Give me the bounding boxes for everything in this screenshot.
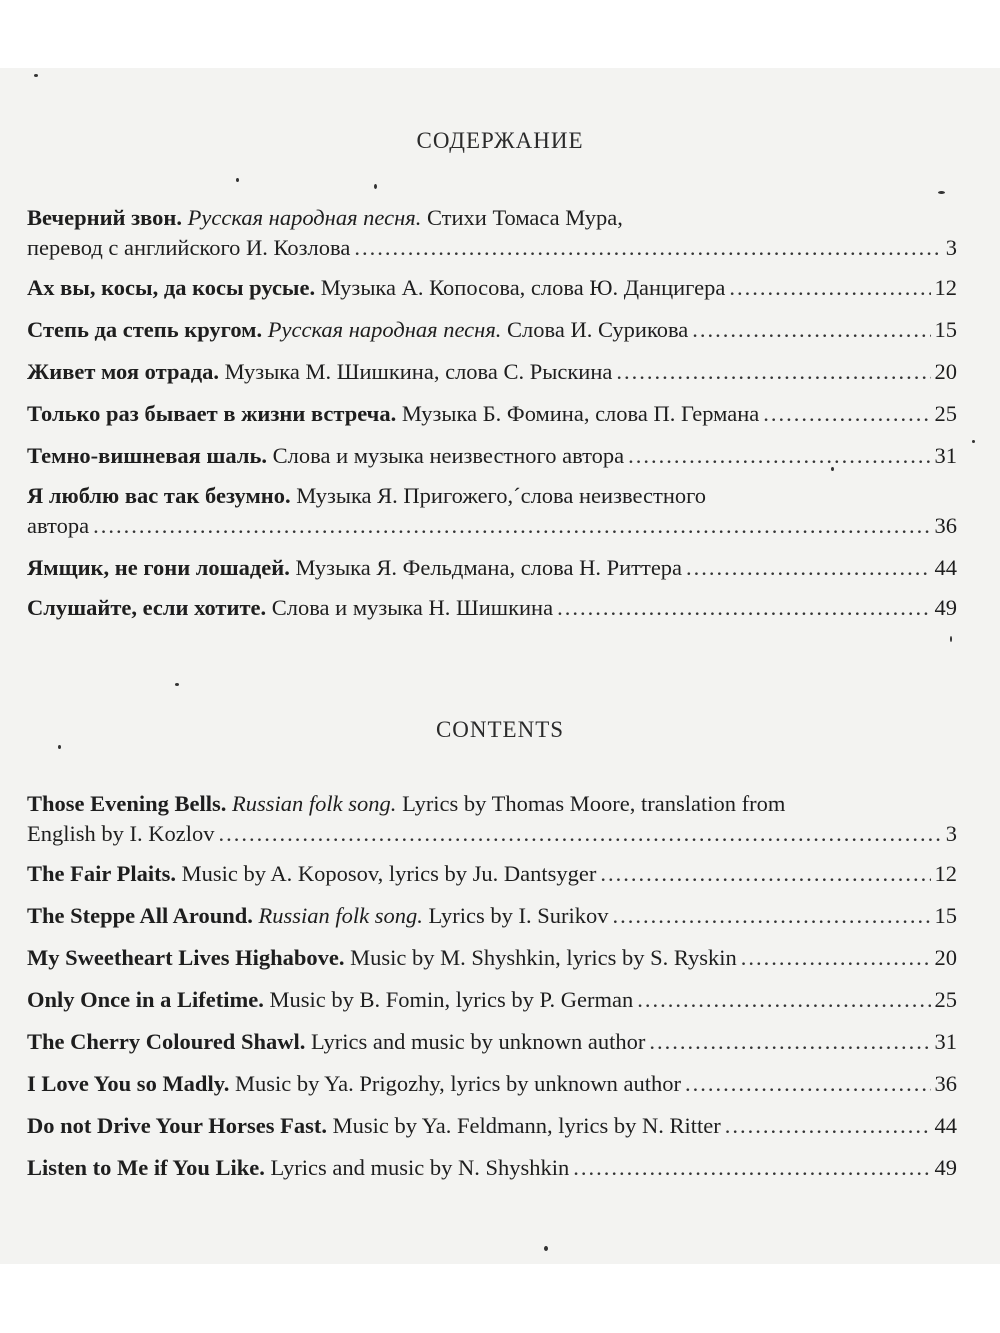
leader-dots bbox=[649, 1027, 930, 1057]
page-number: 15 bbox=[934, 903, 957, 928]
entry-title: The Cherry Coloured Shawl. bbox=[27, 1029, 306, 1054]
page-number: 3 bbox=[945, 235, 957, 260]
toc-entry-first-line bbox=[27, 203, 957, 233]
page-number: 12 bbox=[934, 275, 957, 300]
entry-title: Those Evening Bells. bbox=[27, 791, 227, 816]
entry-title: I Love You so Madly. bbox=[27, 1071, 230, 1096]
leader-dots bbox=[628, 441, 930, 471]
scan-speck bbox=[972, 440, 975, 443]
entry-text: Music by M. Shyshkin, lyrics by S. Ryskin bbox=[350, 945, 737, 970]
leader-dots bbox=[613, 901, 931, 931]
scan-speck bbox=[831, 467, 834, 471]
entry-text: Музыка А. Копосова, слова Ю. Данцигера bbox=[320, 275, 726, 300]
leader-dots bbox=[686, 553, 930, 583]
toc-entry bbox=[27, 943, 957, 973]
entry-text: Музыка Б. Фомина, слова П. Германа bbox=[401, 401, 760, 426]
entry-title: Вечерний звон. bbox=[27, 205, 183, 230]
page-number: 15 bbox=[934, 317, 957, 342]
heading-en: CONTENTS bbox=[435, 717, 565, 742]
entry-title: My Sweetheart Lives Highabove. bbox=[27, 945, 345, 970]
entry-title: Степь да степь кругом. bbox=[27, 317, 263, 342]
page-number: 20 bbox=[934, 359, 957, 384]
page-number: 31 bbox=[934, 1029, 957, 1054]
toc-entry bbox=[27, 481, 957, 511]
toc-entry bbox=[27, 441, 957, 471]
entry-italic: Russian folk song. bbox=[232, 791, 397, 816]
toc-entry-first-line bbox=[27, 789, 957, 819]
entry-text: Слова и музыка неизвестного автора bbox=[272, 443, 625, 468]
leader-dots bbox=[600, 859, 930, 889]
toc-entry bbox=[27, 553, 957, 583]
scan-speck bbox=[374, 184, 377, 189]
toc-entry bbox=[27, 789, 957, 819]
page-number: 49 bbox=[934, 1155, 957, 1180]
page-number: 31 bbox=[934, 443, 957, 468]
toc-entry bbox=[27, 1153, 957, 1183]
page-number: 44 bbox=[934, 555, 957, 580]
page-number: 12 bbox=[934, 861, 957, 886]
toc-entry bbox=[27, 859, 957, 889]
entry-title: Я люблю вас так безумно. bbox=[27, 483, 291, 508]
entry-text: Стихи Томаса Мура, bbox=[426, 205, 623, 230]
leader-dots bbox=[741, 943, 931, 973]
entry-title: Listen to Me if You Like. bbox=[27, 1155, 265, 1180]
leader-dots bbox=[616, 357, 930, 387]
toc-entry bbox=[27, 315, 957, 345]
toc-entry bbox=[27, 1027, 957, 1057]
leader-dots bbox=[218, 819, 941, 849]
scan-speck bbox=[175, 683, 179, 686]
toc-entry bbox=[27, 273, 957, 303]
entry-title: Ах вы, косы, да косы русые. bbox=[27, 275, 316, 300]
entry-text: Music by Ya. Prigozhy, lyrics by unknown author bbox=[234, 1071, 681, 1096]
leader-dots bbox=[763, 399, 930, 429]
entry-title: Темно-вишневая шаль. bbox=[27, 443, 268, 468]
scan-speck bbox=[950, 636, 952, 642]
toc-entry-second-line bbox=[27, 819, 957, 849]
scan-speck bbox=[236, 178, 239, 182]
entry-title: Только раз бывает в жизни встреча. bbox=[27, 401, 397, 426]
entry-text: Music by A. Koposov, lyrics by Ju. Dantsyger bbox=[181, 861, 597, 886]
entry-title: Слушайте, если хотите. bbox=[27, 595, 267, 620]
entry-title: The Fair Plaits. bbox=[27, 861, 176, 886]
page-number: 49 bbox=[934, 595, 957, 620]
entry-italic: Русская народная песня. bbox=[187, 205, 422, 230]
leader-dots bbox=[685, 1069, 931, 1099]
scan-speck bbox=[938, 191, 945, 194]
entry-text: автора bbox=[27, 513, 90, 538]
toc-entry bbox=[27, 399, 957, 429]
entry-text: Слова И. Сурикова bbox=[507, 317, 689, 342]
entry-text: перевод с английского И. Козлова bbox=[27, 235, 351, 260]
toc-entry-first-line bbox=[27, 481, 957, 511]
entry-text: Lyrics by Thomas Moore, translation from bbox=[402, 791, 786, 816]
toc-entry bbox=[27, 901, 957, 931]
leader-dots bbox=[725, 1111, 931, 1141]
leader-dots bbox=[557, 593, 930, 623]
entry-text: Music by Ya. Feldmann, lyrics by N. Ritter bbox=[332, 1113, 721, 1138]
toc-ru bbox=[27, 203, 957, 623]
entry-title: Only Once in a Lifetime. bbox=[27, 987, 264, 1012]
entry-text: English by I. Kozlov bbox=[27, 821, 215, 846]
entry-text: Lyrics and music by unknown author bbox=[310, 1029, 646, 1054]
leader-dots bbox=[729, 273, 930, 303]
page-number: 25 bbox=[934, 987, 957, 1012]
entry-title: Ямщик, не гони лошадей. bbox=[27, 555, 290, 580]
page-number: 25 bbox=[934, 401, 957, 426]
entry-text: Слова и музыка Н. Шишкина bbox=[271, 595, 554, 620]
entry-italic: Russian folk song. bbox=[258, 903, 423, 928]
leader-dots bbox=[573, 1153, 930, 1183]
page-number: 36 bbox=[934, 513, 957, 538]
toc-entry-second-line bbox=[27, 511, 957, 541]
toc-en bbox=[27, 789, 957, 1183]
entry-text: Музыка Я. Пригожего,´слова неизвестного bbox=[296, 483, 707, 508]
toc-entry bbox=[27, 1069, 957, 1099]
entry-title: The Steppe All Around. bbox=[27, 903, 253, 928]
scan-speck bbox=[34, 74, 38, 77]
page-number: 36 bbox=[934, 1071, 957, 1096]
leader-dots bbox=[637, 985, 930, 1015]
entry-text: Музыка М. Шишкина, слова С. Рыскина bbox=[224, 359, 613, 384]
scan-speck bbox=[544, 1246, 548, 1251]
entry-text: Музыка Я. Фельдмана, слова Н. Риттера bbox=[295, 555, 683, 580]
leader-dots bbox=[692, 315, 930, 345]
leader-dots bbox=[354, 233, 941, 263]
toc-entry bbox=[27, 985, 957, 1015]
page-number: 20 bbox=[934, 945, 957, 970]
toc-entry bbox=[27, 593, 957, 623]
scan-speck bbox=[58, 745, 61, 749]
toc-entry bbox=[27, 1111, 957, 1141]
entry-text: Music by B. Fomin, lyrics by P. German bbox=[269, 987, 634, 1012]
entry-italic: Русская народная песня. bbox=[267, 317, 502, 342]
toc-entry-second-line bbox=[27, 233, 957, 263]
heading-ru: СОДЕРЖАНИЕ bbox=[416, 128, 584, 153]
page-number: 44 bbox=[934, 1113, 957, 1138]
entry-title: Do not Drive Your Horses Fast. bbox=[27, 1113, 327, 1138]
toc-entry bbox=[27, 357, 957, 387]
entry-title: Живет моя отрада. bbox=[27, 359, 219, 384]
leader-dots bbox=[93, 511, 930, 541]
entry-text: Lyrics by I. Surikov bbox=[428, 903, 609, 928]
entry-text: Lyrics and music by N. Shyshkin bbox=[270, 1155, 570, 1180]
page-number: 3 bbox=[945, 821, 957, 846]
toc-entry bbox=[27, 203, 957, 233]
